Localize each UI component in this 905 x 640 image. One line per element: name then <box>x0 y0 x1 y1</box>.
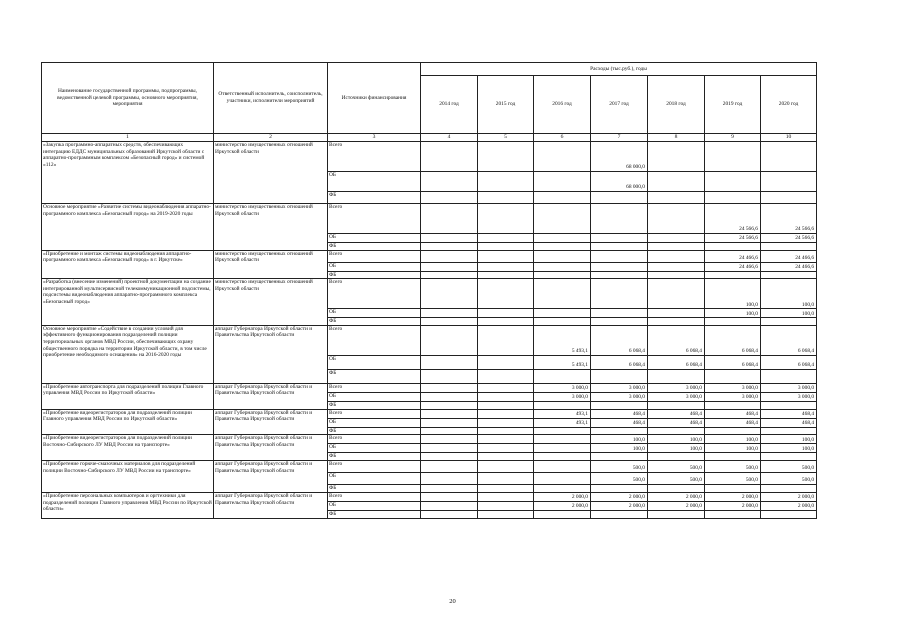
amount-cell: 493,1 <box>534 418 591 427</box>
amount-cell <box>478 460 534 472</box>
executor: аппарат Губернатора Иркутской области и Правительства Иркутской области <box>214 383 328 409</box>
amount-cell: 24 466,6 <box>705 250 761 262</box>
amount-cell <box>421 369 478 383</box>
funding-source: ОБ <box>328 392 421 401</box>
activity-name: «Закупка программно-аппаратных средств, обеспечивающих интеграцию ЕДДС муниципальных образований Иркутской области с аппаратно-программным комплексом «Безопасный город» и системой «112» <box>42 142 214 204</box>
amount-cell <box>478 234 534 243</box>
executor: аппарат Губернатора Иркутской области и Правительства Иркутской области <box>214 460 328 492</box>
amount-cell <box>421 279 478 309</box>
amount-cell <box>478 383 534 392</box>
amount-cell: 24 466,6 <box>705 262 761 271</box>
amount-cell <box>648 369 705 383</box>
amount-cell: 68 000,0 <box>591 142 648 172</box>
amount-cell <box>761 271 817 279</box>
amount-cell: 2 000,0 <box>705 492 761 501</box>
amount-cell <box>591 369 648 383</box>
amount-cell: 2 000,0 <box>761 501 817 510</box>
amount-cell: 5 493,1 <box>534 355 591 369</box>
amount-cell <box>478 392 534 401</box>
amount-cell <box>534 309 591 318</box>
amount-cell <box>534 318 591 326</box>
amount-cell: 468,4 <box>761 409 817 418</box>
amount-cell <box>534 427 591 435</box>
column-number: 2 <box>214 134 328 142</box>
amount-cell <box>591 279 648 309</box>
amount-cell <box>648 510 705 518</box>
amount-cell <box>421 262 478 271</box>
amount-cell: 100,0 <box>761 279 817 309</box>
amount-cell <box>421 318 478 326</box>
funding-source: ФБ <box>328 192 421 204</box>
amount-cell <box>478 262 534 271</box>
amount-cell <box>591 318 648 326</box>
funding-source: ОБ <box>328 309 421 318</box>
amount-cell <box>648 279 705 309</box>
activity-name: Основное мероприятие «Содействие в создании условий для эффективного функционирования подразделений полиции территориальных органов МВД России, обеспечивающих охрану общественного порядка на территории Иркутской области, в том числе приобретение необходимого оснащения» на 2016-2020 годы <box>42 325 214 383</box>
executor: аппарат Губернатора Иркутской области и Правительства Иркутской области <box>214 409 328 435</box>
amount-cell <box>761 318 817 326</box>
amount-cell: 68 000,0 <box>591 172 648 192</box>
funding-source: ФБ <box>328 510 421 518</box>
amount-cell: 2 000,0 <box>648 501 705 510</box>
amount-cell: 2 000,0 <box>705 501 761 510</box>
amount-cell <box>591 243 648 251</box>
amount-cell <box>648 262 705 271</box>
amount-cell <box>534 435 591 444</box>
column-number: 5 <box>478 134 534 142</box>
amount-cell <box>648 142 705 172</box>
funding-source: ФБ <box>328 427 421 435</box>
amount-cell <box>421 472 478 484</box>
amount-cell <box>591 427 648 435</box>
amount-cell <box>478 435 534 444</box>
amount-cell <box>421 271 478 279</box>
amount-cell <box>591 510 648 518</box>
amount-cell <box>534 401 591 409</box>
header-year: 2014 год <box>421 76 478 134</box>
amount-cell: 3 000,0 <box>761 392 817 401</box>
table-row <box>42 142 817 172</box>
funding-source: ОБ <box>328 262 421 271</box>
page-number: 20 <box>449 598 456 605</box>
funding-source: ФБ <box>328 401 421 409</box>
amount-cell: 3 000,0 <box>591 383 648 392</box>
amount-cell: 100,0 <box>761 444 817 453</box>
amount-cell <box>761 453 817 461</box>
amount-cell <box>478 401 534 409</box>
amount-cell <box>534 262 591 271</box>
amount-cell: 100,0 <box>591 435 648 444</box>
amount-cell <box>705 192 761 204</box>
executor: министерство имущественных отношений Иркутской области <box>214 142 328 204</box>
amount-cell <box>421 435 478 444</box>
column-number: 6 <box>534 134 591 142</box>
header-name: Наименование государственной программы, подпрограммы, ведомственной целевой программы, основного мероприятия, мероприятия <box>42 63 214 134</box>
amount-cell <box>591 401 648 409</box>
amount-cell: 3 000,0 <box>705 383 761 392</box>
amount-cell: 3 000,0 <box>534 383 591 392</box>
amount-cell <box>705 271 761 279</box>
amount-cell <box>478 192 534 204</box>
amount-cell <box>421 510 478 518</box>
amount-cell <box>705 427 761 435</box>
amount-cell: 500,0 <box>591 472 648 484</box>
funding-source: Всего <box>328 435 421 444</box>
amount-cell <box>648 401 705 409</box>
activity-name: «Приобретение видеорегистраторов для подразделений полиции Восточно-Сибирского ЛУ МВД России на транспорте» <box>42 435 214 461</box>
amount-cell <box>761 510 817 518</box>
amount-cell <box>478 510 534 518</box>
amount-cell: 3 000,0 <box>761 383 817 392</box>
amount-cell <box>761 401 817 409</box>
amount-cell: 6 068,4 <box>648 325 705 355</box>
header-source: Источники финансирования <box>328 63 421 134</box>
table-row <box>42 250 817 262</box>
funding-source: Всего <box>328 142 421 172</box>
amount-cell <box>421 460 478 472</box>
funding-source: ОБ <box>328 472 421 484</box>
amount-cell <box>478 453 534 461</box>
amount-cell: 500,0 <box>705 472 761 484</box>
amount-cell: 24 466,6 <box>761 262 817 271</box>
amount-cell <box>421 453 478 461</box>
funding-source: Всего <box>328 460 421 472</box>
amount-cell <box>478 243 534 251</box>
executor: аппарат Губернатора Иркутской области и Правительства Иркутской области <box>214 325 328 383</box>
funding-source: ОБ <box>328 501 421 510</box>
table-row <box>42 460 817 472</box>
amount-cell <box>478 484 534 492</box>
column-number: 9 <box>705 134 761 142</box>
executor: министерство имущественных отношений Иркутской области <box>214 279 328 326</box>
amount-cell <box>761 142 817 172</box>
funding-source: ФБ <box>328 484 421 492</box>
amount-cell <box>705 243 761 251</box>
amount-cell <box>478 142 534 172</box>
amount-cell: 100,0 <box>648 444 705 453</box>
activity-name: «Приобретение видеорегистраторов для подразделений полиции Главного управления МВД России по Иркутской области» <box>42 409 214 435</box>
amount-cell: 100,0 <box>705 309 761 318</box>
funding-source: ОБ <box>328 444 421 453</box>
amount-cell <box>534 369 591 383</box>
column-number: 3 <box>328 134 421 142</box>
amount-cell: 493,1 <box>534 409 591 418</box>
amount-cell: 500,0 <box>648 472 705 484</box>
amount-cell <box>478 325 534 355</box>
amount-cell <box>761 369 817 383</box>
column-number: 1 <box>42 134 214 142</box>
funding-source: ФБ <box>328 271 421 279</box>
amount-cell <box>534 250 591 262</box>
amount-cell <box>478 409 534 418</box>
amount-cell <box>534 192 591 204</box>
amount-cell <box>421 234 478 243</box>
amount-cell <box>705 369 761 383</box>
executor: министерство имущественных отношений Иркутской области <box>214 204 328 251</box>
header-year: 2017 год <box>591 76 648 134</box>
amount-cell <box>421 484 478 492</box>
amount-cell <box>761 192 817 204</box>
amount-cell <box>421 444 478 453</box>
amount-cell: 24 466,6 <box>761 250 817 262</box>
amount-cell: 100,0 <box>761 435 817 444</box>
column-number: 8 <box>648 134 705 142</box>
amount-cell <box>648 204 705 234</box>
amount-cell <box>421 501 478 510</box>
amount-cell <box>591 250 648 262</box>
funding-source: ФБ <box>328 369 421 383</box>
funding-source: Всего <box>328 409 421 418</box>
amount-cell <box>421 172 478 192</box>
amount-cell <box>421 401 478 409</box>
amount-cell <box>591 309 648 318</box>
amount-cell: 500,0 <box>705 460 761 472</box>
financing-table <box>41 62 817 519</box>
activity-name: «Приобретение горюче-смазочных материалов для подразделений полиции Восточно-Сибирского ЛУ МВД России на транспорте» <box>42 460 214 492</box>
amount-cell <box>478 492 534 501</box>
amount-cell <box>648 250 705 262</box>
funding-source: ОБ <box>328 172 421 192</box>
amount-cell <box>478 172 534 192</box>
header-year: 2018 год <box>648 76 705 134</box>
executor: министерство имущественных отношений Иркутской области <box>214 250 328 279</box>
amount-cell: 100,0 <box>705 444 761 453</box>
amount-cell: 468,4 <box>648 409 705 418</box>
amount-cell: 100,0 <box>591 444 648 453</box>
amount-cell: 24 566,6 <box>761 204 817 234</box>
table-row <box>42 204 817 234</box>
amount-cell <box>534 271 591 279</box>
amount-cell: 468,4 <box>648 418 705 427</box>
amount-cell <box>648 484 705 492</box>
amount-cell <box>705 172 761 192</box>
amount-cell: 500,0 <box>648 460 705 472</box>
funding-source: Всего <box>328 204 421 234</box>
amount-cell <box>648 309 705 318</box>
amount-cell <box>534 444 591 453</box>
amount-cell <box>478 472 534 484</box>
funding-source: ФБ <box>328 243 421 251</box>
amount-cell <box>478 271 534 279</box>
amount-cell: 2 000,0 <box>591 492 648 501</box>
amount-cell: 2 000,0 <box>591 501 648 510</box>
amount-cell <box>478 427 534 435</box>
column-number: 4 <box>421 134 478 142</box>
amount-cell: 500,0 <box>761 460 817 472</box>
executor: аппарат Губернатора Иркутской области и Правительства Иркутской области <box>214 435 328 461</box>
amount-cell: 100,0 <box>705 279 761 309</box>
funding-source: Всего <box>328 492 421 501</box>
amount-cell: 24 566,6 <box>761 234 817 243</box>
amount-cell <box>591 484 648 492</box>
amount-cell <box>648 192 705 204</box>
funding-source: ОБ <box>328 355 421 369</box>
amount-cell <box>591 204 648 234</box>
amount-cell <box>705 453 761 461</box>
amount-cell <box>478 444 534 453</box>
amount-cell <box>421 492 478 501</box>
amount-cell <box>421 418 478 427</box>
amount-cell <box>534 472 591 484</box>
amount-cell: 3 000,0 <box>534 392 591 401</box>
funding-source: Всего <box>328 279 421 309</box>
funding-source: ОБ <box>328 418 421 427</box>
header-year: 2019 год <box>705 76 761 134</box>
table-row <box>42 279 817 309</box>
activity-name: «Приобретение автотранспорта для подразделений полиции Главного управления МВД России по Иркутской области» <box>42 383 214 409</box>
amount-cell <box>761 172 817 192</box>
amount-cell: 100,0 <box>705 435 761 444</box>
funding-source: Всего <box>328 383 421 392</box>
amount-cell: 5 493,1 <box>534 325 591 355</box>
activity-name: «Разработка (внесение изменений) проектной документации на создание интегрированной мультисервисной телекоммуникационной подсистемы, подсистемы видеонаблюдения аппаратно-программного комплекса «Безопасный город» <box>42 279 214 326</box>
amount-cell <box>421 409 478 418</box>
table-row <box>42 435 817 444</box>
amount-cell <box>591 192 648 204</box>
table-row <box>42 383 817 392</box>
amount-cell: 468,4 <box>761 418 817 427</box>
amount-cell: 6 068,4 <box>591 355 648 369</box>
amount-cell <box>534 510 591 518</box>
amount-cell <box>478 309 534 318</box>
amount-cell: 6 068,4 <box>705 355 761 369</box>
financing-table-page <box>41 62 816 519</box>
amount-cell <box>648 271 705 279</box>
activity-name: Основное мероприятие «Развитие системы видеонаблюдения аппаратно-программного комплекса «Безопасный город» на 2019-2020 годы <box>42 204 214 251</box>
amount-cell <box>648 172 705 192</box>
amount-cell <box>478 501 534 510</box>
header-executor: Ответственный исполнитель, соисполнитель, участники, исполнители мероприятий <box>214 63 328 134</box>
header-year: 2015 год <box>478 76 534 134</box>
amount-cell: 6 068,4 <box>648 355 705 369</box>
amount-cell <box>421 383 478 392</box>
header-year: 2020 год <box>761 76 817 134</box>
amount-cell: 100,0 <box>648 435 705 444</box>
amount-cell <box>421 243 478 251</box>
funding-source: ФБ <box>328 453 421 461</box>
funding-source: Всего <box>328 325 421 355</box>
amount-cell: 500,0 <box>591 460 648 472</box>
amount-cell <box>705 401 761 409</box>
amount-cell <box>705 318 761 326</box>
amount-cell <box>478 279 534 309</box>
amount-cell <box>534 453 591 461</box>
amount-cell <box>705 484 761 492</box>
amount-cell <box>534 484 591 492</box>
amount-cell: 468,4 <box>705 418 761 427</box>
amount-cell <box>421 325 478 355</box>
amount-cell <box>478 418 534 427</box>
column-number: 10 <box>761 134 817 142</box>
amount-cell <box>761 427 817 435</box>
amount-cell <box>648 427 705 435</box>
amount-cell <box>478 369 534 383</box>
amount-cell: 468,4 <box>591 409 648 418</box>
amount-cell <box>761 484 817 492</box>
amount-cell <box>421 192 478 204</box>
amount-cell: 100,0 <box>761 309 817 318</box>
funding-source: Всего <box>328 250 421 262</box>
table-row <box>42 409 817 418</box>
amount-cell: 6 068,4 <box>705 325 761 355</box>
amount-cell: 500,0 <box>761 472 817 484</box>
amount-cell <box>648 234 705 243</box>
amount-cell <box>478 355 534 369</box>
amount-cell <box>591 271 648 279</box>
amount-cell <box>534 460 591 472</box>
amount-cell: 24 566,6 <box>705 204 761 234</box>
amount-cell <box>591 234 648 243</box>
amount-cell <box>534 279 591 309</box>
amount-cell <box>761 243 817 251</box>
table-row <box>42 492 817 501</box>
amount-cell <box>648 453 705 461</box>
amount-cell: 24 566,6 <box>705 234 761 243</box>
amount-cell: 468,4 <box>705 409 761 418</box>
header-expenses: Расходы (тыс.руб.), годы <box>421 63 817 76</box>
amount-cell <box>478 204 534 234</box>
amount-cell: 6 068,4 <box>761 355 817 369</box>
amount-cell <box>421 204 478 234</box>
amount-cell: 468,4 <box>591 418 648 427</box>
amount-cell <box>534 204 591 234</box>
amount-cell <box>421 142 478 172</box>
amount-cell: 2 000,0 <box>534 501 591 510</box>
funding-source: ОБ <box>328 234 421 243</box>
amount-cell <box>705 510 761 518</box>
amount-cell: 2 000,0 <box>534 492 591 501</box>
header-year: 2016 год <box>534 76 591 134</box>
amount-cell <box>534 243 591 251</box>
amount-cell <box>421 427 478 435</box>
amount-cell <box>421 392 478 401</box>
amount-cell <box>591 262 648 271</box>
activity-name: «Приобретение и монтаж системы видеонаблюдения аппаратно-программного комплекса «Безопасный город» в г. Иркутске» <box>42 250 214 279</box>
amount-cell <box>534 142 591 172</box>
column-number: 7 <box>591 134 648 142</box>
executor: аппарат Губернатора Иркутской области и Правительства Иркутской области <box>214 492 328 518</box>
table-row <box>42 325 817 355</box>
activity-name: «Приобретение персональных компьютеров и оргтехники для подразделений полиции Главного управления МВД России по Иркутской области» <box>42 492 214 518</box>
amount-cell: 2 000,0 <box>761 492 817 501</box>
amount-cell: 6 068,4 <box>591 325 648 355</box>
amount-cell: 2 000,0 <box>648 492 705 501</box>
amount-cell <box>648 318 705 326</box>
amount-cell <box>421 309 478 318</box>
amount-cell <box>478 250 534 262</box>
amount-cell <box>534 172 591 192</box>
amount-cell <box>478 318 534 326</box>
amount-cell <box>421 355 478 369</box>
amount-cell: 3 000,0 <box>648 383 705 392</box>
amount-cell: 3 000,0 <box>591 392 648 401</box>
amount-cell: 3 000,0 <box>705 392 761 401</box>
amount-cell <box>534 234 591 243</box>
funding-source: ФБ <box>328 318 421 326</box>
amount-cell <box>421 250 478 262</box>
amount-cell: 6 068,4 <box>761 325 817 355</box>
amount-cell: 3 000,0 <box>648 392 705 401</box>
amount-cell <box>648 243 705 251</box>
amount-cell <box>705 142 761 172</box>
amount-cell <box>591 453 648 461</box>
